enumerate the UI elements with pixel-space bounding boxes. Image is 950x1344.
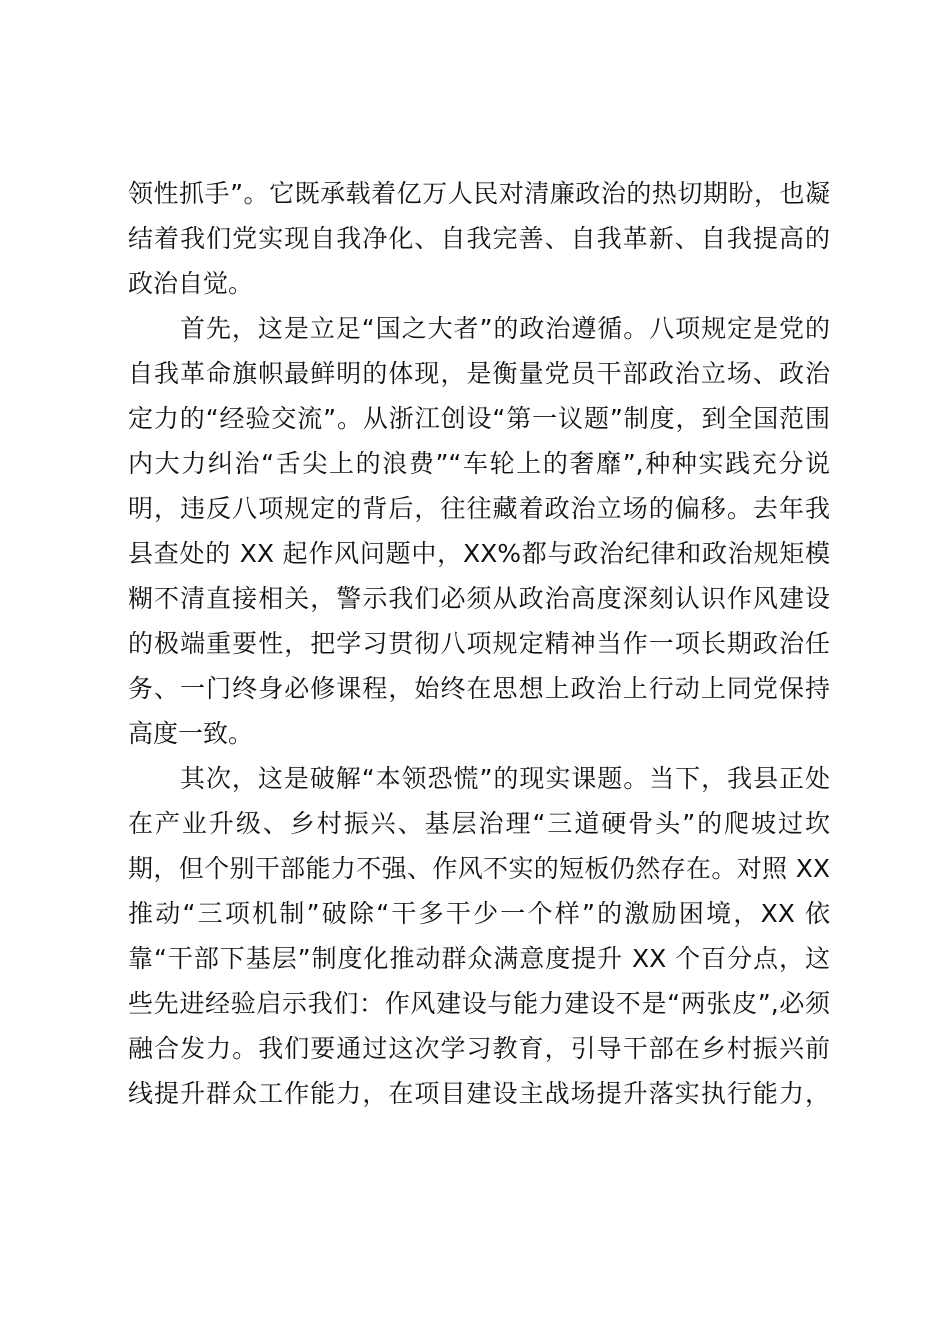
- text-line: 的极端重要性，把学习贯彻八项规定精神当作一项长期政治任: [128, 629, 830, 658]
- text-line: 首先，这是立足“国之大者”的政治遵循。八项规定是党的: [180, 314, 830, 343]
- text-line: 其次，这是破解“本领恐慌”的现实课题。当下，我县正处: [180, 764, 830, 793]
- text-line: 融合发力。我们要通过这次学习教育，引导干部在乡村振兴前: [128, 1034, 830, 1063]
- text-line: 靠“干部下基层”制度化推动群众满意度提升 XX 个百分点，这: [128, 944, 830, 973]
- text-line: 务、一门终身必修课程，始终在思想上政治上行动上同党保持: [128, 674, 830, 703]
- text-line: 糊不清直接相关，警示我们必须从政治高度深刻认识作风建设: [128, 584, 830, 613]
- text-line: 自我革命旗帜最鲜明的体现，是衡量党员干部政治立场、政治: [128, 359, 830, 388]
- text-line: 期，但个别干部能力不强、作风不实的短板仍然存在。对照 XX: [128, 854, 830, 883]
- text-line: 高度一致。: [128, 719, 254, 748]
- text-line: 明，违反八项规定的背后，往往藏着政治立场的偏移。去年我: [128, 494, 830, 523]
- text-line: 定力的“经验交流”。从浙江创设“第一议题”制度，到全国范围: [128, 404, 830, 433]
- document-body: [128, 171, 830, 1116]
- text-line: 结着我们党实现自我净化、自我完善、自我革新、自我提高的: [128, 224, 830, 253]
- text-line: 在产业升级、乡村振兴、基层治理“三道硬骨头”的爬坡过坎: [128, 809, 830, 838]
- text-line: 些先进经验启示我们：作风建设与能力建设不是“两张皮”,必须: [128, 989, 830, 1018]
- text-line: 政治自觉。: [128, 269, 254, 298]
- text-line: 推动“三项机制”破除“干多干少一个样”的激励困境，XX 依: [128, 899, 830, 928]
- text-line: 领性抓手”。它既承载着亿万人民对清廉政治的热切期盼，也凝: [128, 179, 830, 208]
- text-line: 内大力纠治“舌尖上的浪费”“车轮上的奢靡”,种种实践充分说: [128, 449, 830, 478]
- text-line: 县查处的 XX 起作风问题中，XX%都与政治纪律和政治规矩模: [128, 539, 830, 568]
- text-line: 线提升群众工作能力，在项目建设主战场提升落实执行能力，: [128, 1079, 830, 1108]
